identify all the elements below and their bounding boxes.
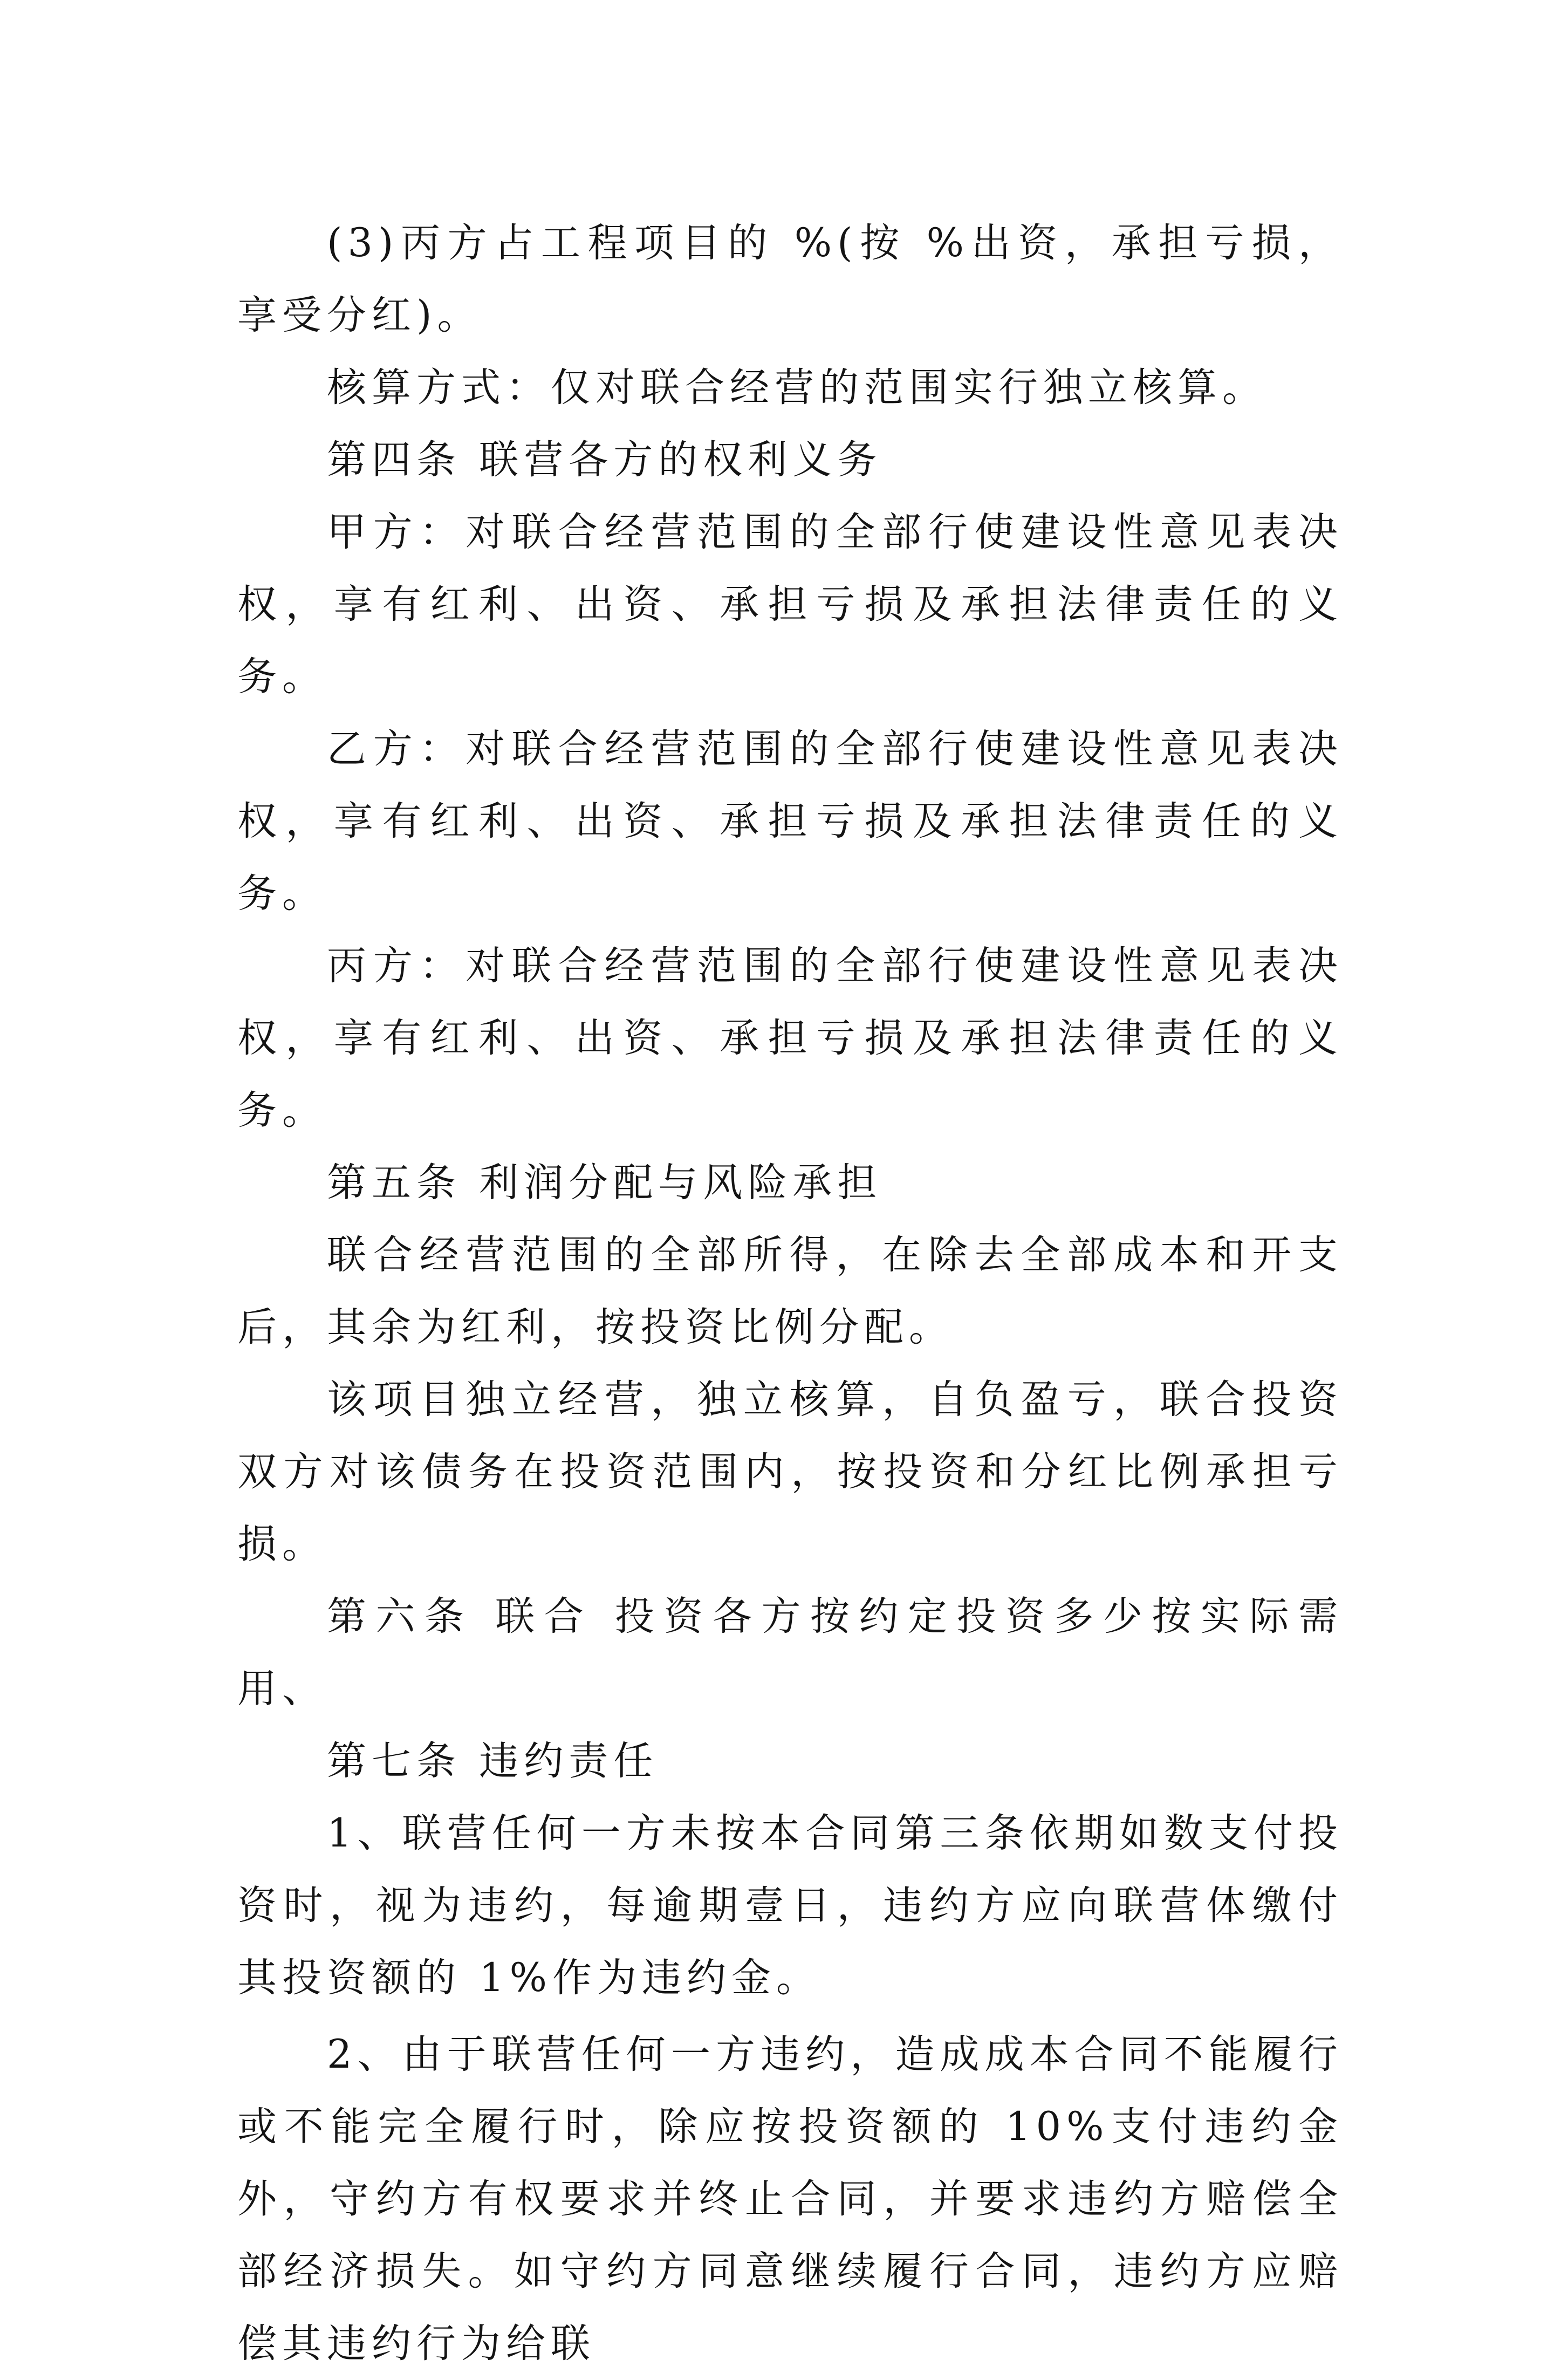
article-6-heading: 第六条 联合 投资各方按约定投资多少按实际需用、: [237, 1593, 1343, 1712]
paragraph-party-b-rights: 乙方：对联合经营范围的全部行使建设性意见表决权，享有红利、出资、承担亏损及承担法律责任的义务。: [237, 726, 1343, 917]
paragraph-bingfang-share: (3)丙方占工程项目的 %(按 %出资，承担亏损，享受分红)。: [237, 220, 1343, 338]
paragraph-accounting-method: 核算方式：仅对联合经营的范围实行独立核算。: [327, 365, 1267, 411]
document-body: [237, 207, 1343, 2380]
paragraph-breach-clause-2: 2、由于联营任何一方违约，造成成本合同不能履行或不能完全履行时，除应按投资额的 10%支付违约金外，守约方有权要求并终止合同，并要求违约方赔偿全部经济损失。如守约方同意继续履行合同，违约方应赔偿其违约行为给联: [237, 2032, 1343, 2367]
paragraph-party-a-rights: 甲方：对联合经营范围的全部行使建设性意见表决权，享有红利、出资、承担亏损及承担法律责任的义务。: [237, 509, 1343, 700]
paragraph-risk-bearing: 该项目独立经营，独立核算，自负盈亏，联合投资双方对该债务在投资范围内，按投资和分红比例承担亏损。: [237, 1377, 1343, 1567]
paragraph-breach-clause-1: 1、联营任何一方未按本合同第三条依期如数支付投资时，视为违约，每逾期壹日，违约方应向联营体缴付其投资额的 1%作为违约金。: [237, 1810, 1343, 2001]
article-4-heading: 第四条 联营各方的权利义务: [327, 437, 882, 483]
article-7-heading: 第七条 违约责任: [327, 1738, 659, 1784]
paragraph-profit-distribution: 联合经营范围的全部所得，在除去全部成本和开支后，其余为红利，按投资比例分配。: [237, 1232, 1343, 1350]
paragraph-party-c-rights: 丙方：对联合经营范围的全部行使建设性意见表决权，享有红利、出资、承担亏损及承担法律责任的义务。: [237, 943, 1343, 1133]
article-5-heading: 第五条 利润分配与风险承担: [327, 1160, 882, 1206]
